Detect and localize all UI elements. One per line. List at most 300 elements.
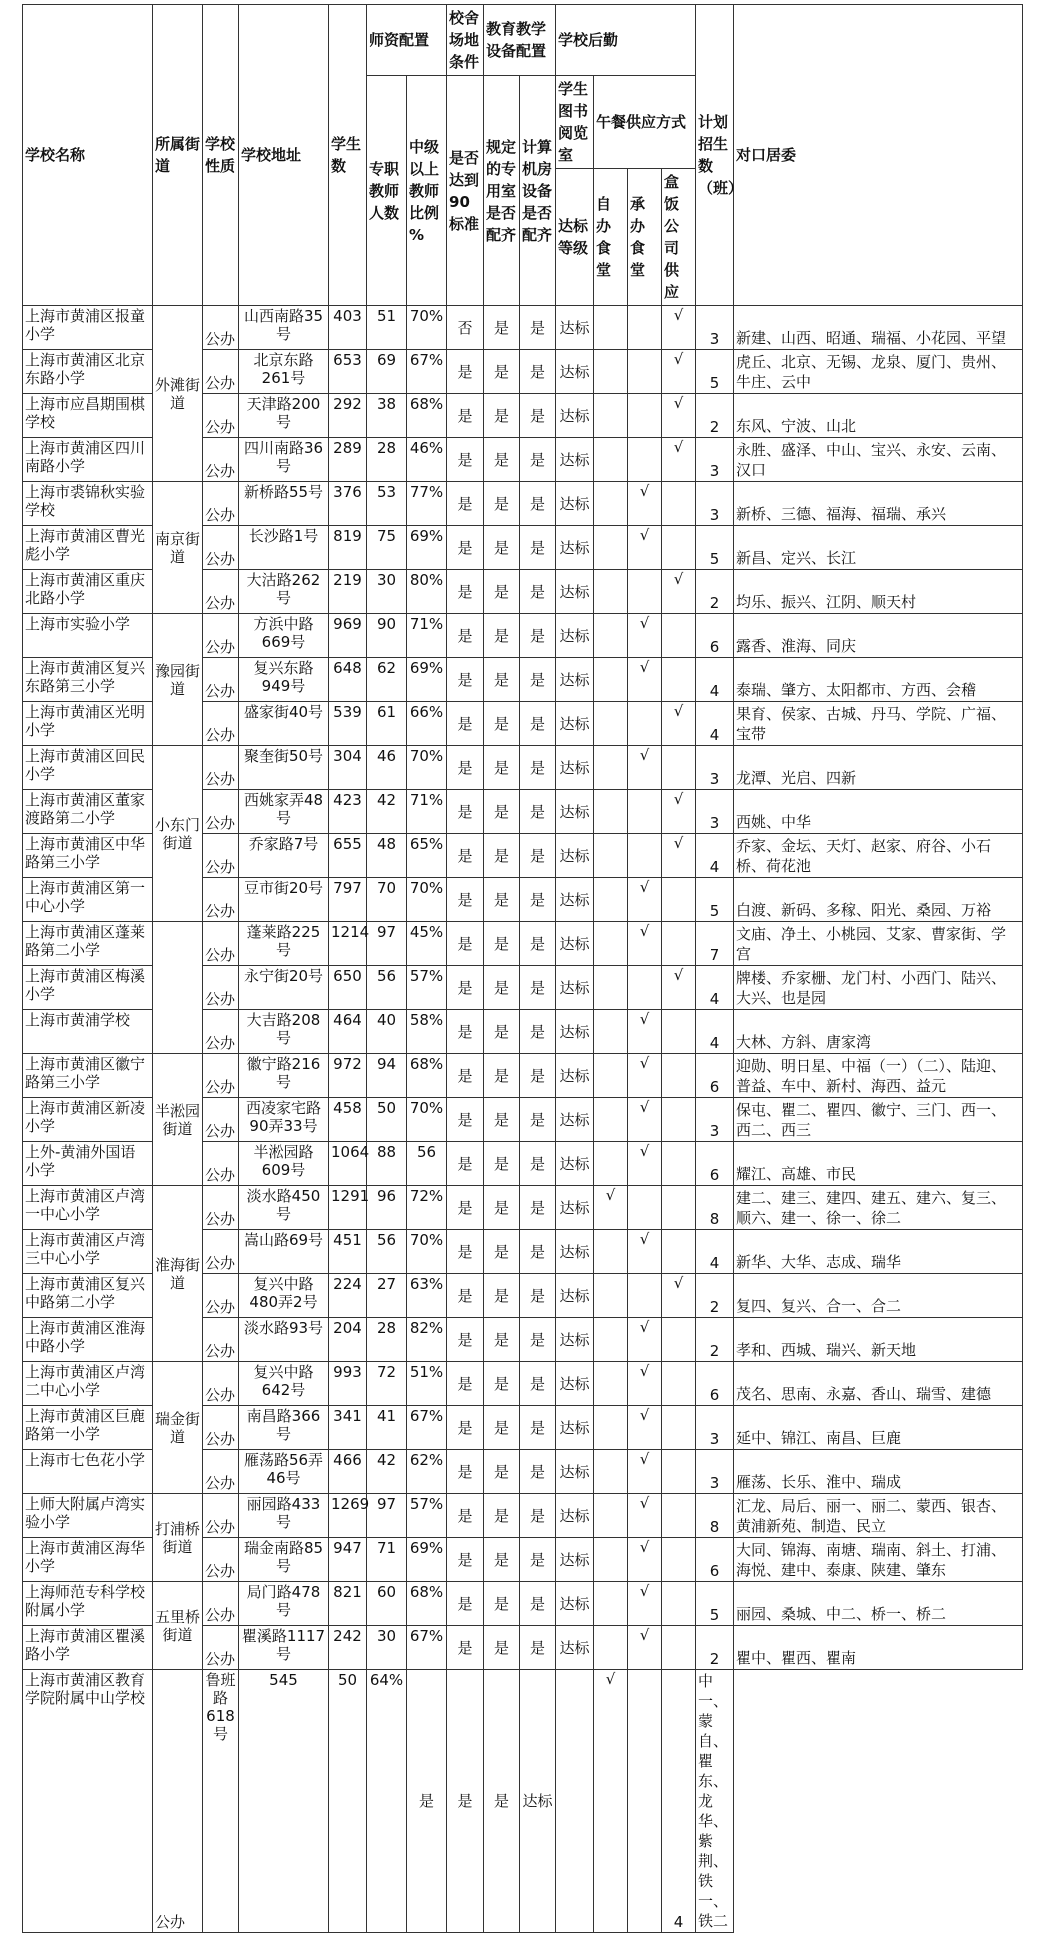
header-plan: 计划招生数（班）: [696, 5, 734, 306]
cell-teachers: 42: [367, 790, 407, 834]
cell-room: 是: [484, 966, 520, 1010]
cell-computer: 是: [520, 1186, 556, 1230]
cell-site: 是: [447, 350, 484, 394]
cell-lunch-contract: √: [628, 658, 662, 702]
cell-lunch-box: [662, 1450, 696, 1494]
header-address: 学校地址: [239, 5, 329, 306]
cell-school-name: 上海市应昌期围棋学校: [23, 394, 153, 438]
cell-street: [153, 922, 203, 1054]
cell-teachers: 69: [367, 350, 407, 394]
cell-nature: 公办: [203, 1230, 239, 1274]
cell-lunch-self: [594, 1318, 628, 1362]
cell-address: 淡水路93号: [239, 1318, 329, 1362]
cell-teachers: 41: [367, 1406, 407, 1450]
cell-nature: 公办: [203, 350, 239, 394]
cell-nature: 公办: [203, 438, 239, 482]
cell-plan: 6: [696, 614, 734, 658]
cell-ratio: 45%: [407, 922, 447, 966]
header-lunch-box: 盒饭公司供应: [662, 169, 696, 306]
cell-teachers: 71: [367, 1538, 407, 1582]
cell-lunch-self: [594, 570, 628, 614]
cell-computer: 是: [520, 1274, 556, 1318]
cell-address: 雁荡路56弄46号: [239, 1450, 329, 1494]
cell-ratio: 69%: [407, 658, 447, 702]
cell-plan: 6: [696, 1054, 734, 1098]
cell-lunch-contract: [628, 702, 662, 746]
cell-lunch-self: [594, 306, 628, 350]
cell-nature: 公办: [203, 1582, 239, 1626]
cell-lunch-self: [594, 922, 628, 966]
cell-plan: 4: [696, 702, 734, 746]
cell-plan: 5: [696, 350, 734, 394]
cell-school-name: 上海市黄浦区回民小学: [23, 746, 153, 790]
cell-computer: 是: [520, 790, 556, 834]
cell-library: 达标: [556, 1186, 594, 1230]
cell-students: 653: [329, 350, 367, 394]
cell-library: 达标: [556, 350, 594, 394]
cell-lunch-box: [662, 878, 696, 922]
cell-committee: 果育、侯家、古城、丹马、学院、广福、宝带: [734, 702, 1023, 746]
cell-lunch-box: [662, 1318, 696, 1362]
cell-room: 是: [484, 1230, 520, 1274]
cell-room: 是: [484, 1494, 520, 1538]
cell-teachers: 61: [367, 702, 407, 746]
cell-library: 达标: [556, 1318, 594, 1362]
cell-computer: 是: [520, 1230, 556, 1274]
cell-library: 达标: [556, 922, 594, 966]
cell-room: 是: [484, 658, 520, 702]
cell-ratio: 70%: [407, 1098, 447, 1142]
cell-nature: 公办: [203, 394, 239, 438]
cell-site: 是: [447, 966, 484, 1010]
cell-students: 451: [329, 1230, 367, 1274]
cell-school-name: 上海市七色花小学: [23, 1450, 153, 1494]
cell-computer: 是: [520, 1362, 556, 1406]
cell-committee: 耀江、高雄、市民: [734, 1142, 1023, 1186]
cell-school-name: 上海市黄浦区第一中心小学: [23, 878, 153, 922]
cell-address: 蓬莱路225号: [239, 922, 329, 966]
cell-room: 是: [484, 350, 520, 394]
cell-lunch-self: [594, 834, 628, 878]
cell-school-name: 上海市黄浦区中华路第三小学: [23, 834, 153, 878]
cell-library: 达标: [556, 1450, 594, 1494]
cell-plan: 2: [696, 1274, 734, 1318]
cell-lunch-self: [594, 1098, 628, 1142]
cell-room: 是: [484, 1098, 520, 1142]
cell-address: 嵩山路69号: [239, 1230, 329, 1274]
cell-ratio: 67%: [407, 1626, 447, 1670]
cell-library: 达标: [556, 1142, 594, 1186]
cell-lunch-self: [594, 394, 628, 438]
cell-site: 是: [447, 746, 484, 790]
cell-plan: 3: [696, 438, 734, 482]
cell-lunch-contract: √: [628, 1538, 662, 1582]
cell-plan: 4: [696, 1230, 734, 1274]
cell-site: 是: [447, 702, 484, 746]
cell-lunch-box: [628, 1670, 662, 1933]
cell-computer: 是: [520, 350, 556, 394]
cell-address: 西姚家弄48号: [239, 790, 329, 834]
cell-school-name: 上海市黄浦区光明小学: [23, 702, 153, 746]
cell-ratio: 46%: [407, 438, 447, 482]
cell-lunch-contract: [628, 1274, 662, 1318]
cell-library: 达标: [556, 878, 594, 922]
cell-school-name: 上海市黄浦区瞿溪路小学: [23, 1626, 153, 1670]
cell-computer: 是: [520, 1054, 556, 1098]
cell-nature: 公办: [203, 1098, 239, 1142]
cell-plan: 8: [696, 1186, 734, 1230]
cell-lunch-self: [594, 966, 628, 1010]
cell-lunch-self: [594, 526, 628, 570]
cell-site: 是: [447, 1274, 484, 1318]
cell-lunch-self: [594, 438, 628, 482]
cell-committee: 龙潭、光启、四新: [734, 746, 1023, 790]
cell-address: 复兴东路949号: [239, 658, 329, 702]
cell-plan: 8: [696, 1494, 734, 1538]
cell-address: 瞿溪路1117号: [239, 1626, 329, 1670]
cell-plan: 3: [696, 1450, 734, 1494]
cell-lunch-box: [662, 526, 696, 570]
cell-plan: 6: [696, 1362, 734, 1406]
cell-library: 达标: [556, 1362, 594, 1406]
cell-room: 是: [484, 1010, 520, 1054]
cell-lunch-contract: √: [628, 1582, 662, 1626]
header-nature: 学校性质: [203, 5, 239, 306]
cell-lunch-box: [662, 1582, 696, 1626]
cell-site: 是: [447, 570, 484, 614]
cell-computer: 是: [520, 438, 556, 482]
cell-ratio: 69%: [407, 1538, 447, 1582]
cell-school-name: 上海市裘锦秋实验学校: [23, 482, 153, 526]
cell-library: 达标: [556, 1406, 594, 1450]
cell-teachers: 28: [367, 1318, 407, 1362]
cell-nature: 公办: [203, 834, 239, 878]
cell-lunch-self: [594, 350, 628, 394]
cell-lunch-box: [662, 1054, 696, 1098]
cell-site: 是: [447, 790, 484, 834]
cell-teachers: 56: [367, 966, 407, 1010]
cell-plan: 5: [696, 1582, 734, 1626]
cell-nature: 公办: [203, 658, 239, 702]
cell-students: 821: [329, 1582, 367, 1626]
cell-plan: 4: [696, 658, 734, 702]
cell-teachers: 30: [367, 570, 407, 614]
cell-computer: 是: [520, 1450, 556, 1494]
cell-lunch-self: [594, 1230, 628, 1274]
cell-library: 达标: [556, 1626, 594, 1670]
cell-library: 达标: [556, 614, 594, 658]
cell-nature: 公办: [203, 1406, 239, 1450]
cell-committee: 延中、锦江、南昌、巨鹿: [734, 1406, 1023, 1450]
cell-students: 204: [329, 1318, 367, 1362]
cell-lunch-self: [594, 1054, 628, 1098]
header-logistics-group: 学校后勤: [556, 5, 696, 76]
cell-site: 是: [447, 482, 484, 526]
cell-lunch-self: [594, 1406, 628, 1450]
cell-street: 豫园街道: [153, 614, 203, 746]
school-info-table: [22, 4, 1023, 1933]
cell-plan: 2: [696, 394, 734, 438]
cell-school-name: 上师大附属卢湾实验小学: [23, 1494, 153, 1538]
header-teachers-group: 师资配置: [367, 5, 447, 76]
cell-lunch-contract: √: [628, 1230, 662, 1274]
cell-site: 是: [447, 1010, 484, 1054]
cell-lunch-self: [594, 1142, 628, 1186]
cell-plan: 4: [662, 1670, 696, 1933]
cell-ratio: 67%: [407, 350, 447, 394]
cell-plan: 5: [696, 878, 734, 922]
cell-lunch-contract: √: [628, 1450, 662, 1494]
cell-school-name: 上海市黄浦区复兴中路第二小学: [23, 1274, 153, 1318]
cell-nature: 公办: [203, 1538, 239, 1582]
cell-library: 达标: [556, 482, 594, 526]
cell-address: 豆市街20号: [239, 878, 329, 922]
cell-room: 是: [484, 878, 520, 922]
cell-room: 是: [484, 834, 520, 878]
cell-computer: 是: [520, 878, 556, 922]
cell-street: 小东门街道: [153, 746, 203, 922]
cell-students: 466: [329, 1450, 367, 1494]
cell-computer: 是: [520, 614, 556, 658]
cell-nature: 公办: [203, 1010, 239, 1054]
cell-committee: 虎丘、北京、无锡、龙泉、厦门、贵州、牛庄、云中: [734, 350, 1023, 394]
cell-room: 是: [484, 1054, 520, 1098]
cell-lunch-contract: [628, 1186, 662, 1230]
cell-students: 545: [239, 1670, 329, 1933]
cell-address: 鲁班路618号: [203, 1670, 239, 1933]
cell-students: 819: [329, 526, 367, 570]
cell-students: 403: [329, 306, 367, 350]
cell-plan: 2: [696, 1626, 734, 1670]
cell-site: 否: [447, 306, 484, 350]
table-row: [23, 746, 1023, 790]
header-committee: 对口居委: [734, 5, 1023, 306]
cell-ratio: 71%: [407, 614, 447, 658]
cell-committee: 东风、宁波、山北: [734, 394, 1023, 438]
cell-computer: 是: [520, 1142, 556, 1186]
cell-school-name: 上海市黄浦区卢湾三中心小学: [23, 1230, 153, 1274]
cell-committee: 西姚、中华: [734, 790, 1023, 834]
cell-lunch-box: √: [662, 834, 696, 878]
cell-lunch-contract: [628, 834, 662, 878]
cell-teachers: 96: [367, 1186, 407, 1230]
cell-committee: 新华、大华、志成、瑞华: [734, 1230, 1023, 1274]
cell-ratio: 68%: [407, 1582, 447, 1626]
cell-lunch-contract: [628, 306, 662, 350]
cell-address: 复兴中路480弄2号: [239, 1274, 329, 1318]
cell-nature: 公办: [203, 1054, 239, 1098]
cell-site: 是: [447, 1186, 484, 1230]
cell-computer: 是: [484, 1670, 520, 1933]
cell-library: 达标: [556, 306, 594, 350]
cell-computer: 是: [520, 1098, 556, 1142]
cell-students: 648: [329, 658, 367, 702]
cell-lunch-box: [662, 1626, 696, 1670]
cell-ratio: 57%: [407, 1494, 447, 1538]
cell-plan: 3: [696, 746, 734, 790]
cell-lunch-box: [662, 1406, 696, 1450]
cell-nature: 公办: [203, 702, 239, 746]
cell-room: 是: [484, 1274, 520, 1318]
cell-school-name: 上海市黄浦学校: [23, 1010, 153, 1054]
cell-street: 半淞园街道: [153, 1054, 203, 1186]
cell-address: 半淞园路609号: [239, 1142, 329, 1186]
header-lunch-self: 自办食堂: [594, 169, 628, 306]
cell-lunch-box: [662, 1494, 696, 1538]
cell-lunch-box: [662, 614, 696, 658]
cell-ratio: 56: [407, 1142, 447, 1186]
cell-computer: 是: [520, 1406, 556, 1450]
cell-teachers: 40: [367, 1010, 407, 1054]
cell-room: 是: [484, 1142, 520, 1186]
cell-ratio: 64%: [367, 1670, 407, 1933]
cell-library: 达标: [556, 658, 594, 702]
cell-ratio: 57%: [407, 966, 447, 1010]
cell-school-name: 上海市黄浦区四川南路小学: [23, 438, 153, 482]
cell-lunch-self: [594, 658, 628, 702]
cell-lunch-self: [594, 614, 628, 658]
cell-computer: 是: [520, 394, 556, 438]
cell-site: 是: [407, 1670, 447, 1933]
cell-plan: 4: [696, 834, 734, 878]
cell-ratio: 63%: [407, 1274, 447, 1318]
cell-school-name: 上海市黄浦区报童小学: [23, 306, 153, 350]
cell-room: 是: [484, 482, 520, 526]
cell-room: 是: [484, 1318, 520, 1362]
cell-plan: 6: [696, 1538, 734, 1582]
cell-school-name: 上海市黄浦区卢湾二中心小学: [23, 1362, 153, 1406]
cell-ratio: 70%: [407, 746, 447, 790]
cell-teachers: 51: [367, 306, 407, 350]
header-special-room: 规定的专用室是否配齐: [484, 76, 520, 306]
cell-address: 复兴中路642号: [239, 1362, 329, 1406]
cell-computer: 是: [520, 966, 556, 1010]
cell-school-name: 上海市黄浦区北京东路小学: [23, 350, 153, 394]
cell-lunch-contract: [628, 790, 662, 834]
header-lunch-contract: 承办食堂: [628, 169, 662, 306]
cell-library: 达标: [556, 702, 594, 746]
table-row: [23, 922, 1023, 966]
cell-room: 是: [484, 922, 520, 966]
cell-ratio: 68%: [407, 1054, 447, 1098]
cell-plan: 7: [696, 922, 734, 966]
cell-plan: 5: [696, 526, 734, 570]
cell-nature: 公办: [203, 790, 239, 834]
cell-teachers: 97: [367, 922, 407, 966]
cell-address: 聚奎街50号: [239, 746, 329, 790]
cell-lunch-contract: [628, 966, 662, 1010]
header-site-group: 校舍场地条件: [447, 5, 484, 76]
cell-computer: 是: [520, 1318, 556, 1362]
cell-lunch-self: [594, 1450, 628, 1494]
cell-students: 650: [329, 966, 367, 1010]
cell-ratio: 82%: [407, 1318, 447, 1362]
cell-lunch-self: [594, 702, 628, 746]
cell-students: 993: [329, 1362, 367, 1406]
cell-school-name: 上海市黄浦区卢湾一中心小学: [23, 1186, 153, 1230]
cell-students: 341: [329, 1406, 367, 1450]
cell-lunch-box: [662, 1362, 696, 1406]
cell-ratio: 72%: [407, 1186, 447, 1230]
cell-address: 大沽路262号: [239, 570, 329, 614]
cell-address: 天津路200号: [239, 394, 329, 438]
cell-computer: 是: [520, 306, 556, 350]
header-computer-room: 计算机房设备是否配齐: [520, 76, 556, 306]
cell-nature: 公办: [203, 1450, 239, 1494]
table-row: [23, 1054, 1023, 1098]
table-row: [23, 1186, 1023, 1230]
cell-lunch-contract: √: [628, 746, 662, 790]
cell-school-name: 上海师范专科学校附属小学: [23, 1582, 153, 1626]
cell-nature: 公办: [203, 922, 239, 966]
cell-committee: 新昌、定兴、长江: [734, 526, 1023, 570]
cell-address: 南昌路366号: [239, 1406, 329, 1450]
cell-address: 大吉路208号: [239, 1010, 329, 1054]
cell-school-name: 上海市黄浦区徽宁路第三小学: [23, 1054, 153, 1098]
cell-lunch-contract: √: [628, 1626, 662, 1670]
cell-lunch-box: √: [662, 350, 696, 394]
cell-lunch-box: √: [662, 966, 696, 1010]
cell-nature: 公办: [203, 1362, 239, 1406]
cell-school-name: 上海市黄浦区梅溪小学: [23, 966, 153, 1010]
cell-nature: 公办: [203, 878, 239, 922]
cell-students: 539: [329, 702, 367, 746]
cell-room: 是: [484, 1186, 520, 1230]
cell-teachers: 50: [367, 1098, 407, 1142]
cell-school-name: 上海市黄浦区教育学院附属中山学校: [23, 1670, 153, 1933]
cell-street: 瑞金街道: [153, 1362, 203, 1494]
cell-computer: 是: [520, 746, 556, 790]
table-row: [23, 1582, 1023, 1626]
cell-address: 徽宁路216号: [239, 1054, 329, 1098]
cell-committee: 瞿中、瞿西、瞿南: [734, 1626, 1023, 1670]
cell-lunch-self: √: [594, 1186, 628, 1230]
cell-library: 达标: [556, 394, 594, 438]
header-equipment-group: 教育教学设备配置: [484, 5, 556, 76]
cell-lunch-contract: [628, 350, 662, 394]
cell-school-name: 上海市黄浦区复兴东路第三小学: [23, 658, 153, 702]
cell-address: 方浜中路669号: [239, 614, 329, 658]
cell-students: 947: [329, 1538, 367, 1582]
cell-nature: 公办: [153, 1670, 203, 1933]
cell-students: 289: [329, 438, 367, 482]
cell-lunch-box: √: [662, 1274, 696, 1318]
cell-students: 376: [329, 482, 367, 526]
cell-committee: 大同、锦海、南塘、瑞南、斜土、打浦、海悦、建中、泰康、陕建、肇东: [734, 1538, 1023, 1582]
cell-site: 是: [447, 1142, 484, 1186]
cell-students: 1214: [329, 922, 367, 966]
cell-teachers: 46: [367, 746, 407, 790]
cell-library: 达标: [556, 746, 594, 790]
cell-lunch-self: [594, 1494, 628, 1538]
cell-library: 达标: [556, 570, 594, 614]
cell-students: 458: [329, 1098, 367, 1142]
cell-ratio: 69%: [407, 526, 447, 570]
header-lunch-group: 午餐供应方式: [594, 76, 696, 169]
cell-nature: 公办: [203, 746, 239, 790]
cell-nature: 公办: [203, 1318, 239, 1362]
cell-committee: 迎勋、明日星、中福（一）（二）、陆迎、普益、车中、新村、海西、益元: [734, 1054, 1023, 1098]
cell-street: 五里桥街道: [153, 1582, 203, 1670]
cell-students: 242: [329, 1626, 367, 1670]
cell-teachers: 42: [367, 1450, 407, 1494]
cell-lunch-box: [662, 922, 696, 966]
cell-plan: 2: [696, 1318, 734, 1362]
cell-school-name: 上海市黄浦区海华小学: [23, 1538, 153, 1582]
cell-lunch-self: [594, 790, 628, 834]
cell-committee: 牌楼、乔家栅、龙门村、小西门、陆兴、大兴、也是园: [734, 966, 1023, 1010]
cell-students: 1064: [329, 1142, 367, 1186]
